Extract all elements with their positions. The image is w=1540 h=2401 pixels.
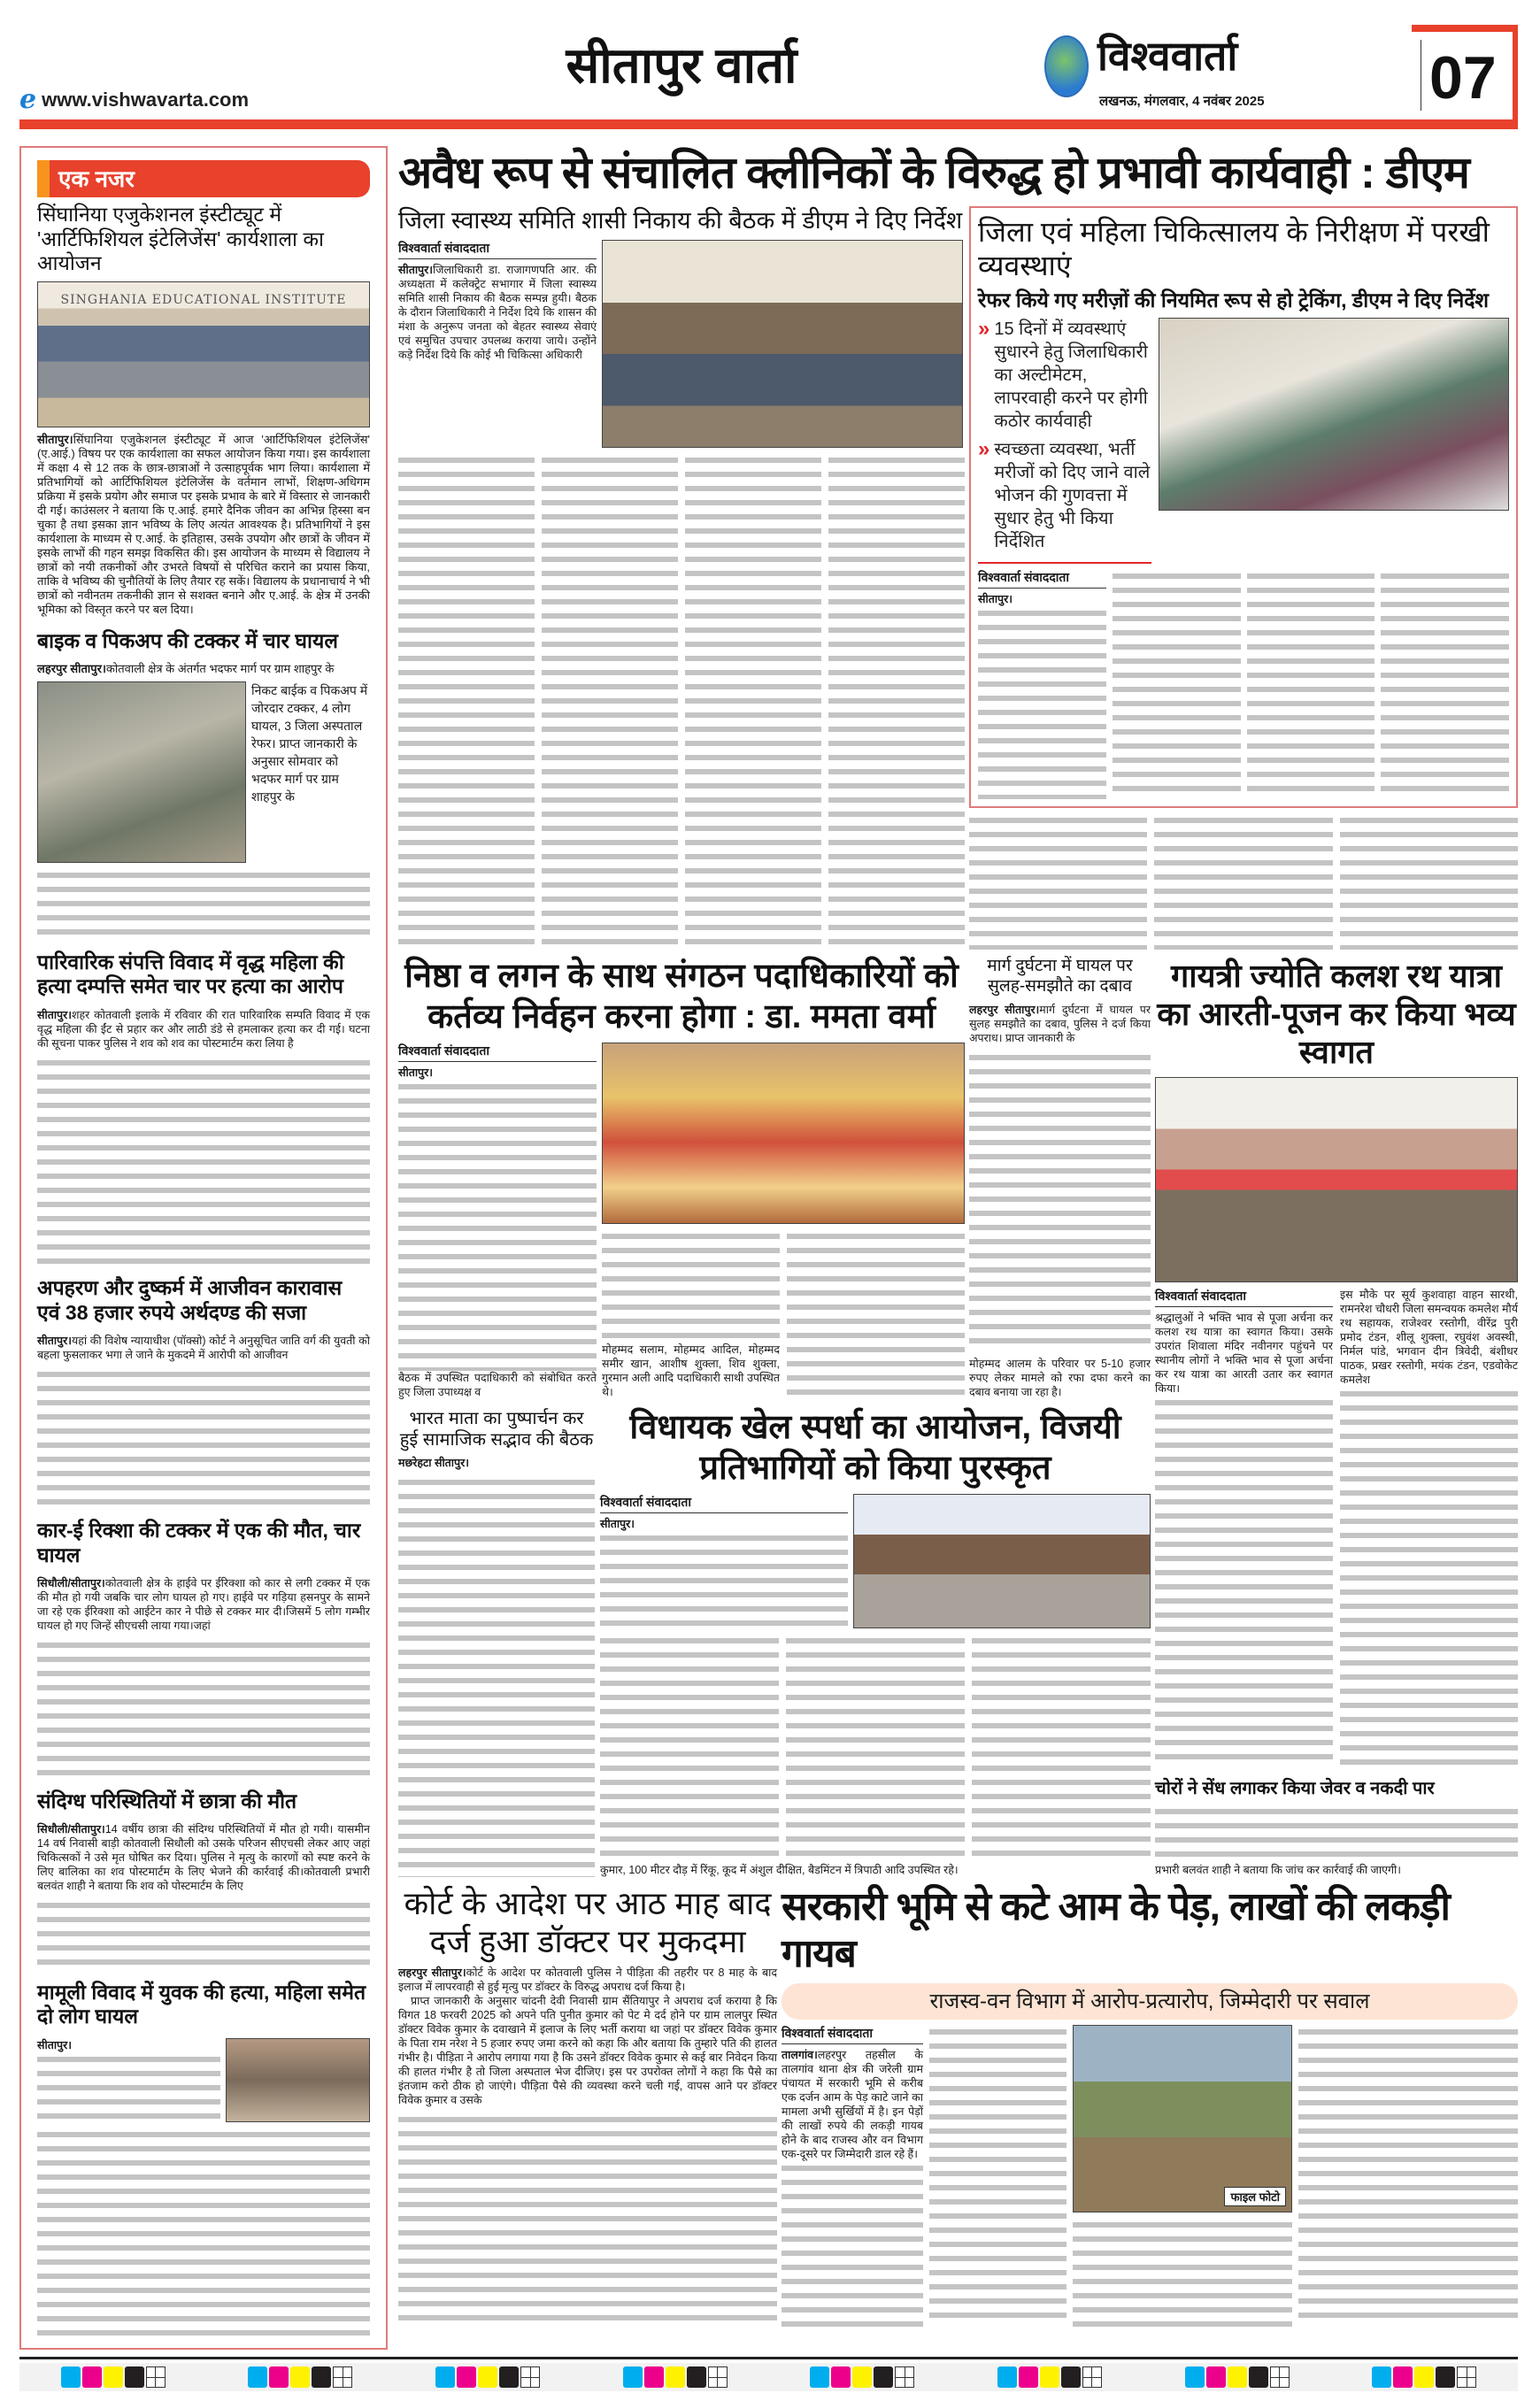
bharat-mata-article: [398, 1408, 595, 1877]
color-swatch: [1414, 2366, 1434, 2388]
mango-trees-photo: [1073, 2025, 1292, 2212]
article-headline: चोरों ने सेंध लगाकर किया जेवर व नकदी पार: [1155, 1779, 1435, 1798]
article-body-cont: [1298, 2025, 1518, 2327]
color-swatch: [290, 2366, 310, 2388]
header-rule: [19, 119, 1518, 129]
article-headline: निष्ठा व लगन के साथ संगठन पदाधिकारियों को कर्तव्य निर्वहन करना होगा : डा. ममता वर्मा: [404, 958, 959, 1035]
color-swatch: [1249, 2366, 1268, 2388]
byline: विश्ववार्ता संवाददाता: [600, 1494, 848, 1513]
article-headline: कोर्ट के आदेश पर आठ माह बाद दर्ज हुआ डॉक्टर पर मुकदमा: [404, 1885, 772, 1960]
color-swatch: [874, 2366, 893, 2388]
article-body: सीतापुर।सिंघानिया एजुकेशनल इंस्टीट्यूट में आज 'आर्टिफिशियल इंटेलिजेंस' (ए.आई.) विषय पर एक कार्यशाला का सफल आयोजन किया गया। इस कार्यशाला में कक्षा 4 से 12 तक के छात्र-छात्राओं ने उत्साहपूर्वक भाग लिया। कार्यशाला में प्रतिभागियों को आर्टिफिशियल इंटेलिजेंस के वर्तमान लाभों, शिक्षण-अधिगम प्रक्रिया में इसके प्रयोग और समाज पर इसके प्रभाव के बारे में विस्तार से जानकारी दी गई। काउंसलर ने बताया कि ए.आई. हमारे दैनिक जीवन का अभिन्न हिस्सा बन चुका है तथा इसका ज्ञान भविष्य के लिए अत्यंत आवश्यक है। प्रतिभागियों ने इस कार्यशाला के माध्यम से ए.आई. के इतिहास, उसके उपयोग और छात्रों के जीवन में इसके लाभों की गहन समझ विकसित की। इस आयोजन के माध्यम से विद्यालय ने छात्रों को नयी तकनीकों और उभरते विषयों से परिचित कराने का प्रयास किया, ताकि वे भविष्य की चुनौतियों के लिए तैयार रह सकें। विद्यालय के प्रधानाचार्य ने भी छात्रों को नवीनतम तकनीकी ज्ञान से सशक्त बनाने और ए.आई. के क्षेत्र में उनकी भूमिका को विस्तृत करने पर बल दिया।: [37, 432, 370, 616]
article-body-tail: बैठक में उपस्थित पदाधिकारी को संबोधित करते हुए जिला उपाध्यक्ष व: [398, 1372, 597, 1398]
main-area: [398, 146, 1518, 2350]
article-body-cont: [37, 1638, 370, 1777]
article-headline: पारिवारिक संपत्ति विवाद में वृद्ध महिला की हत्या दम्पत्ति समेत चार पर हत्या का आरोप: [37, 950, 344, 998]
section-title: सीतापुर वार्ता: [566, 37, 797, 93]
color-bar-group: [1185, 2366, 1290, 2388]
color-bar-group: [248, 2366, 352, 2388]
article-body-cont: [685, 453, 821, 950]
article-body-cont: [786, 1634, 965, 1858]
article-subhead: राजस्व-वन विभाग में आरोप-प्रत्यारोप, जिम्मेदारी पर सवाल: [782, 1983, 1518, 2020]
color-swatch: [499, 2366, 519, 2388]
page-body: [19, 146, 1518, 2350]
article-body-cont: [37, 1898, 370, 1967]
hospital-photo: [1159, 318, 1509, 511]
color-swatch: [82, 2366, 102, 2388]
color-swatch: [312, 2366, 331, 2388]
sports-photo: [853, 1494, 1151, 1628]
article-body: [1155, 1805, 1518, 1858]
color-bar-group: [623, 2366, 728, 2388]
article-body: सीतापुर।: [37, 2038, 220, 2122]
article-headline: भारत माता का पुष्पार्चन कर हुई सामाजिक सद्भाव की बैठक: [399, 1409, 594, 1450]
accident-article: [969, 957, 1151, 1399]
byline: विश्ववार्ता संवाददाता: [1155, 1288, 1333, 1307]
crosshair-mark: [333, 2366, 352, 2388]
color-swatch: [623, 2366, 643, 2388]
color-swatch: [1436, 2366, 1455, 2388]
article-body-cont: इस मौके पर सूर्य कुशवाहा वाहन सारथी, रामनरेश चौधरी जिला समन्वयक कमलेश मौर्य रथ सहायक, राजेश्वर रस्तोगी, वीरेंद्र पुरी प्रमोद टंडन, शीलू शुक्ला, रघुवंश अवस्थी, निर्मल पांडे, भगवान दीन त्रिवेदी, बंशीधर पाठक, प्रखर रस्तोगी, मयंक टंडन, एडवोकेट कमलेश: [1340, 1288, 1518, 1386]
color-swatch: [644, 2366, 664, 2388]
article-headline: अपहरण और दुष्कर्म में आजीवन कारावास एवं 38 हजार रुपये अर्थदण्ड की सजा: [37, 1276, 343, 1324]
color-swatch: [1185, 2366, 1205, 2388]
article-body-cont: [1113, 569, 1241, 799]
procession-photo: [1155, 1077, 1518, 1282]
article-body-cont: [828, 453, 965, 950]
crosshair-mark: [895, 2366, 914, 2388]
article-body: सीतापुर।: [600, 1517, 848, 1531]
color-swatch: [831, 2366, 851, 2388]
color-swatch: [1206, 2366, 1226, 2388]
article-body-cont: [929, 2025, 1066, 2327]
article-body: सीतापुर।जिलाधिकारी डा. राजागणपति आर. की अध्यक्षता में कलेक्ट्रेट सभागार में जिला स्वास्थ्य समिति शासी निकाय की बैठक सम्पन्न हुयी। बैठक के दौरान जिलाधिकारी ने निर्देश दिये कि शासन की मंशा के अनुरूप जनता को बेहतर स्वास्थ्य सेवाएं एवं समुचित उपचार उपलब्ध कराया जाये। उन्होंने कड़े निर्देश दिये कि कोई भी चिकित्सा अधिकारी: [398, 264, 597, 362]
footer-rule: [19, 2357, 1518, 2359]
article-headline: बाइक व पिकअप की टक्कर में चार घायल: [37, 628, 338, 652]
photo-caption: फाइल फोटो: [1224, 2187, 1286, 2206]
article-body-cont: [1381, 569, 1509, 799]
article-body: लहरपुर सीतापुर।कोतवाली क्षेत्र के अंतर्गत भदफर मार्ग पर ग्राम शाहपुर के: [37, 662, 370, 676]
article-headline: मामूली विवाद में युवक की हत्या, महिला समेत दो लोग घायल: [37, 1980, 366, 2028]
double-chevron-icon: »: [978, 317, 990, 342]
article-body-cont: [787, 1229, 965, 1399]
main-headline: अवैध रूप से संचालित क्लीनिकों के विरुद्ध हो प्रभावी कार्यवाही : डीएम: [398, 148, 1469, 197]
article-body: श्रद्धालुओं ने भक्ति भाव से पूजा अर्चना कर कलश रथ यात्रा का स्वागत किया। उसके उपरांत शिवाला मंदिर नवीनगर पहुंचने पर स्थानीय लोगों ने भक्ति भाव से पूजा अर्चना कर रथ यात्रा का आरती उतार कर स्वागत किया।: [1155, 1311, 1333, 1395]
color-swatch: [61, 2366, 81, 2388]
article-body-cont: [37, 1367, 370, 1506]
color-swatch: [457, 2366, 476, 2388]
color-bar-group: [810, 2366, 914, 2388]
crosshair-mark: [1270, 2366, 1290, 2388]
color-swatch: [1019, 2366, 1038, 2388]
article-body: सीतापुर।: [978, 592, 1106, 799]
article-body: निकट बाईक व पिकअप में जोरदार टक्कर, 4 लोग घायल, 3 जिला अस्पताल रेफर। प्राप्त जानकारी के अनुसार सोमवार को भदफर मार्ग पर ग्राम शाहपुर के: [251, 681, 370, 805]
color-swatch: [435, 2366, 455, 2388]
article-body: लहरपुर सीतापुर।मार्ग दुर्घटना में घायल पर सुलह समझौते का दबाव, पुलिस ने दर्ज किया अपराध। प्राप्त जानकारी के: [969, 1003, 1151, 1044]
double-chevron-icon: »: [978, 437, 990, 462]
color-swatch: [810, 2366, 829, 2388]
article-body-cont: [969, 813, 1147, 950]
byline: विश्ववार्ता संवाददाता: [782, 2025, 923, 2044]
article-body-cont: [600, 1531, 848, 1628]
masthead: [0, 0, 1540, 146]
byline: विश्ववार्ता संवाददाता: [398, 240, 597, 259]
court-article: [398, 1884, 777, 2327]
article-headline: सिंघानिया एजुकेशनल इंस्टीट्यूट में 'आर्टिफिशियल इंटेलिजेंस' कार्यशाला का आयोजन: [37, 203, 325, 275]
article-body-tail: मोहम्मद आलम के परिवार पर 5-10 हजार रुपए लेकर मामले को रफा दफा करने का दबाव बनाया जा रहा है।: [969, 1358, 1151, 1398]
article-body-cont: [1340, 813, 1518, 950]
article-headline: संदिग्ध परिस्थितियों में छात्रा की मौत: [37, 1789, 297, 1812]
color-swatch: [997, 2366, 1017, 2388]
crosshair-mark: [1082, 2366, 1102, 2388]
article-body: सीतापुर।यहां की विशेष न्यायाधीश (पॉक्सो) कोर्ट ने अनुसूचित जाति वर्ग की युवती को बहला फुसलाकर भगा ले जाने के मुकदमे में आरोपी को आजीवन: [37, 1335, 370, 1362]
article-body-cont: [1340, 1387, 1518, 1767]
article-body-cont: [1154, 813, 1332, 950]
article-body-cont: [782, 2161, 923, 2327]
dateline: लखनऊ, मंगलवार, 4 नवंबर 2025: [1099, 94, 1265, 109]
color-swatch: [1040, 2366, 1059, 2388]
logo: [1044, 35, 1089, 97]
color-swatch: [1228, 2366, 1247, 2388]
article-body: लहरपुर सीतापुर।कोर्ट के आदेश पर कोतवाली पुलिस ने पीड़िता की तहरीर पर 8 माह के बाद इलाज में लापरवाही से हुई मृत्यु पर डॉक्टर के विरुद्ध अपराध दर्ज किया है। प्राप्त जानकारी के अनुसार चांदनी देवी निवासी ग्राम सैंतियापुर ने अपराध दर्ज कराया है कि विगत 18 फरवरी 2025 को अपने पति पुनीत कुमार को पेट मे दर्द होने पर ग्राम लालपुर स्थित डॉक्टर विवेक कुमार के दवाखाने में इलाज के लिए भर्ती कराया था जहां पर डॉक्टर विवेक कुमार के पिता राम नरेश ने 5 हजार रुपए जमा करने को कहा कि और बताया कि तुम्हारे पति की हालत गंभीर है। पीड़िता ने आरोप लगाया गया है कि उसने डॉक्टर विवेक कुमार से कई बार निवेदन किया की हालत गंभीर है तो जिला अस्पताल भेज दीजिए। इस पर उपरोक्त लोगों ने कहा कि पैसे का इंतजाम करो ठीक हो जाएंगे। पीड़िता पैसे की व्यवस्था करने चली गई, वापस आने पर डॉक्टर विवेक कुमार व उसके: [398, 1966, 777, 2107]
article-body-cont: [398, 1080, 597, 1371]
article-body-cont: [600, 1634, 779, 1858]
crosshair-mark: [520, 2366, 540, 2388]
article-body: तालगांव।लहरपुर तहसील के तालगांव थाना क्षेत्र की जरेली ग्राम पंचायत में सरकारी भूमि से करीब एक दर्जन आम के पेड़ काटे जाने का मामला अभी सुर्खियों में है। इन पेड़ों की लाखों रुपये की लकड़ी गायब होने के बाद राजस्व और वन विभाग एक-दूसरे पर जिम्मेदारी डाल रहे हैं।: [782, 2049, 923, 2161]
article-body-cont: [37, 2128, 370, 2336]
article-headline: सरकारी भूमि से कटे आम के पेड़, लाखों की लकड़ी गायब: [782, 1885, 1450, 1975]
article-headline: जिला एवं महिला चिकित्सालय के निरीक्षण में परखी व्यवस्थाएं: [978, 216, 1490, 282]
article-body: सिधौली/सीतापुर।14 वर्षीय छात्रा की संदिग्ध परिस्थितियों में मौत हो गयी। यासमीन 14 वर्ष निवासी बाड़ी कोतवाली सिधौली को उसके परिजन सीएचसी लेकर आए जहां चिकित्सकों ने उसे मृत घोषित कर दिया। पुलिस ने मृत्यु के कारणों को स्पष्ट करने के लिए बालिका का शव पोस्टमार्टम के लिए भेजने की कार्रवाई की।कोतवाली प्रभारी बलवंत शाही ने बताया कि शव को पोस्टमार्टम के लिए: [37, 1823, 370, 1893]
color-bar-group: [997, 2366, 1102, 2388]
article-body-cont: [398, 453, 535, 950]
mango-article: [782, 1884, 1518, 2327]
registration-marks: [19, 2363, 1518, 2391]
meeting-photo: [602, 240, 963, 448]
accident-photo: [37, 681, 246, 863]
meeting-photo: [602, 1043, 965, 1224]
article-body: सिधौली/सीतापुर।कोतवाली क्षेत्र के हाईवे पर ईरिक्शा को कार से लगी टक्कर में एक की मौत हो गयी जबकि चार लोग घायल हो गए। हाईवे पर गड़िया हसनपुर के सामने जा रहे एक ईरिक्शा को आईटेन कार ने पीछे से टक्कर मार दी।जिसमें 5 लोग गम्भीर घायल हो गए जिन्हें सीएचसी लाया गया।जहां: [37, 1577, 370, 1633]
color-swatch: [104, 2366, 123, 2388]
article-headline: गायत्री ज्योति कलश रथ यात्रा का आरती-पूजन कर किया भव्य स्वागत: [1157, 958, 1516, 1071]
color-swatch: [125, 2366, 144, 2388]
article-body-cont: [602, 1229, 780, 1343]
color-swatch: [666, 2366, 685, 2388]
bullet-item: » 15 दिनों में व्यवस्थाएं सुधारने हेतु जिलाधिकारी का अल्टीमेटम, लापरवाही करने पर होगी कठोर कार्यवाही: [978, 317, 1148, 432]
color-swatch: [1061, 2366, 1081, 2388]
article-subhead: जिला स्वास्थ्य समिति शासी निकाय की बैठक में डीएम ने दिए निर्देश: [398, 207, 963, 234]
byline: विश्ववार्ता संवाददाता: [978, 569, 1106, 589]
article-subhead: रेफर किये गए मरीज़ों की नियमित रूप से हो ट्रेकिंग, डीएम ने दिए निर्देश: [978, 288, 1490, 312]
article-body-cont: [37, 868, 370, 937]
color-swatch: [687, 2366, 706, 2388]
dispute-photo: [226, 2038, 370, 2122]
article-body-cont: [398, 1475, 595, 1877]
color-swatch: [269, 2366, 289, 2388]
article-body: सीतापुर।शहर कोतवाली इलाके में रविवार की रात पारिवारिक सम्पति विवाद में एक वृद्ध महिला की ईंट से प्रहार कर और लाठी डंडे से हमलाकर हत्या कर दी गई। घटना की सूचना पाकर पुलिस ने शव को शव का पोस्टमार्टम करा लिया है: [37, 1008, 370, 1050]
brand-name: विश्ववार्ता: [1097, 33, 1238, 79]
article-headline: कार-ई रिक्शा की टक्कर में एक की मौत, चार घायल: [37, 1518, 361, 1566]
highlight-bullets: [978, 318, 1151, 564]
color-swatch: [852, 2366, 872, 2388]
color-bar-group: [1372, 2366, 1476, 2388]
article-body: सीतापुर।: [398, 1066, 597, 1080]
color-swatch: [248, 2366, 267, 2388]
article-body: मछरेहटा सीतापुर।: [398, 1456, 595, 1470]
hospital-inspection-box: [969, 206, 1518, 808]
article-body-cont: [1155, 1396, 1333, 1767]
article-body-cont: [37, 1056, 370, 1264]
crosshair-mark: [708, 2366, 728, 2388]
article-body-cont: [972, 1634, 1151, 1858]
article-headline: विधायक खेल स्पर्धा का आयोजन, विजयी प्रतिभागियों को किया पुरस्कृत: [629, 1409, 1121, 1487]
article-body-tail: मोहम्मद सलाम, मोहम्मद आदिल, मोहम्मद समीर खान, आशीष शुक्ला, शिव शुक्ला, गुरमान अली आदि पदाधिकारी साथी उपस्थित थे।: [602, 1343, 780, 1398]
byline: विश्ववार्ता संवाददाता: [398, 1043, 597, 1062]
color-swatch: [1393, 2366, 1413, 2388]
website-link[interactable]: e www.vishwavarta.com: [19, 84, 250, 115]
color-swatch: [478, 2366, 497, 2388]
ai-workshop-photo: SINGHANIA EDUCATIONAL INSTITUTE: [37, 281, 370, 427]
crosshair-mark: [1457, 2366, 1476, 2388]
page-number: 07: [1429, 44, 1497, 112]
color-swatch: [1372, 2366, 1391, 2388]
browser-e-icon: e: [19, 84, 37, 115]
sports-article: [600, 1408, 1151, 1877]
article-headline: मार्ग दुर्घटना में घायल पर सुलह-समझौते का दबाव: [987, 957, 1133, 996]
health-committee-article: [398, 206, 965, 950]
article-body-cont: [1073, 2218, 1292, 2327]
article-body-cont: [969, 1050, 1151, 1351]
gayatri-article: [1155, 957, 1518, 1877]
article-body-cont: [398, 2112, 777, 2327]
nishtha-article: [398, 957, 965, 1399]
ek-nazar-label: एक नजर: [37, 160, 370, 197]
article-body-tail: कुमार, 100 मीटर दौड़ में रिंकू, कूद में अंशुल दीक्षित, बैडमिंटन में त्रिपाठी आदि उपस्थित रहे।: [600, 1863, 1151, 1877]
article-body-cont: [542, 453, 678, 950]
color-bar-group: [435, 2366, 540, 2388]
crosshair-mark: [146, 2366, 166, 2388]
article-body-tail: प्रभारी बलवंत शाही ने बताया कि जांच कर कार्रवाई की जाएगी।: [1155, 1863, 1518, 1877]
article-body-cont: [1247, 569, 1375, 799]
color-bar-group: [61, 2366, 166, 2388]
ek-nazar-box: [19, 146, 388, 2350]
bullet-item: » स्वच्छता व्यवस्था, भर्ती मरीजों को दिए जाने वाले भोजन की गुणवत्ता में सुधार हेतु भी किया निर्देशित: [978, 437, 1151, 552]
